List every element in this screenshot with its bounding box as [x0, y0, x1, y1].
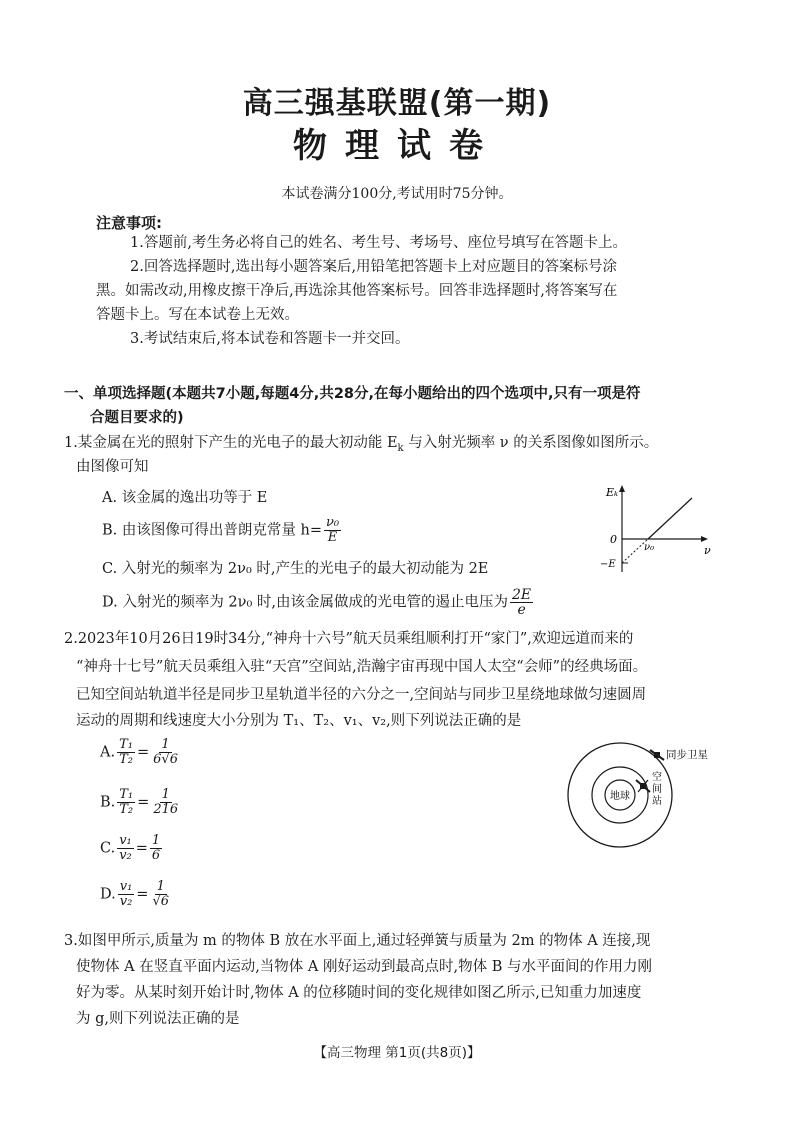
q2-option-a: A. $\frac{\text{T₁}}{\text{T₂}}$ = $\frac{1}{6√6}$ — [100, 737, 178, 767]
origin-label: 0 — [610, 533, 617, 546]
notice-line-2: 2.回答选择题时,选出每小题答案后,用铅笔把答题卡上对应题目的答案标号涂 — [130, 259, 618, 275]
section-heading — [64, 382, 641, 430]
q3-stem-line1: 3.如图甲所示,质量为 m 的物体 B 放在水平面上,通过轻弹簧与质量为 2m 的物体 A 连接,现 — [64, 933, 651, 949]
q1-option-d: D. 入射光的频率为 2ν₀ 时,由该金属做成的光电管的遏止电压为 $\frac{2E}{e}$ — [102, 587, 532, 618]
q1-stem-line1: 1.某金属在光的照射下产生的光电子的最大初动能 $E_k$ 与入射光频率 ν 的关系图像如图所示。 — [64, 435, 659, 454]
q2-orbit-figure — [556, 740, 726, 860]
x-axis-label: ν — [704, 544, 711, 557]
section-heading-line2: 合题目要求的) — [90, 410, 184, 426]
space-station-label: 空间站 — [652, 772, 662, 807]
q1-ek-frequency-graph — [600, 482, 718, 578]
q2-option-b: B. $\frac{\text{T₁}}{\text{T₂}}$ = $\frac{1}{216}$ — [100, 787, 179, 817]
q2-stem-line4: 运动的周期和线速度大小分别为 T₁、T₂、v₁、v₂,则下列说法正确的是 — [76, 713, 522, 729]
q3-stem-line3: 好为零。从某时刻开始计时,物体 A 的位移随时间的变化规律如图乙所示,已知重力加速度 — [76, 985, 642, 1001]
q2-option-d: D. $\frac{\text{v₁}}{\text{v₂}}$ = $\frac{1}{√6}$ — [100, 879, 169, 909]
q1-stem-line2: 由图像可知 — [76, 459, 149, 475]
ek-line — [648, 498, 692, 539]
exam-info: 本试卷满分100分,考试用时75分钟。 — [281, 186, 513, 202]
q2-stem-line3: 已知空间站轨道半径是同步卫星轨道半径的六分之一,空间站与同步卫星绕地球做匀速圆周 — [76, 687, 647, 703]
x-tick-label: ν₀ — [644, 542, 655, 553]
space-station-icon — [636, 780, 650, 792]
section-heading-line1: 一、单项选择题(本题共7小题,每题4分,共28分,在每小题给出的四个选项中,只有一项是符 — [64, 386, 641, 402]
q1-option-b: B. 由该图像可得出普朗克常量 h= $\frac{\text{ν₀}}{E}$ — [102, 515, 340, 545]
page-footer: 【高三物理 第1页(共8页)】 — [313, 1045, 481, 1061]
x-axis-arrow-icon — [701, 536, 708, 542]
q1-option-a: A. 该金属的逸出功等于 E — [102, 490, 268, 506]
notice-line-5: 3.考试结束后,将本试卷和答题卡一并交回。 — [130, 331, 410, 347]
notice-line-1: 1.答题前,考生务必将自己的姓名、考生号、考场号、座位号填写在答题卡上。 — [130, 235, 627, 251]
notice-line-3: 黑。如需改动,用橡皮擦干净后,再选涂其他答案标号。回答非选择题时,将答案写在 — [96, 283, 618, 299]
notice-line-4: 答题卡上。写在本试卷上无效。 — [96, 307, 299, 323]
y-axis-label: Eₖ — [606, 486, 619, 499]
q2-option-c: C. $\frac{\text{v₁}}{\text{v₂}}$ = $\frac{1}{6}$ — [100, 833, 161, 863]
title-line2: 物理试卷 — [293, 126, 501, 166]
y-axis-arrow-icon — [619, 485, 625, 492]
q3-stem-line4: 为 g,则下列说法正确的是 — [76, 1011, 240, 1027]
sync-satellite-label: 同步卫星 — [666, 749, 708, 761]
title-line1: 高三强基联盟(第一期) — [242, 86, 552, 121]
q3-stem-line2: 使物体 A 在竖直平面内运动,当物体 A 刚好运动到最高点时,物体 B 与水平面间的作用力刚 — [76, 959, 652, 975]
q2-stem-line2: “神舟十七号”航天员乘组入驻“天宫”空间站,浩瀚宇宙再现中国人太空“会师”的经典场面。 — [76, 659, 648, 675]
q1-option-c: C. 入射光的频率为 2ν₀ 时,产生的光电子的最大初动能为 2E — [102, 561, 489, 577]
y-tick-label: −E — [600, 559, 616, 570]
notice-heading: 注意事项: — [96, 214, 162, 232]
q2-stem-line1: 2.2023年10月26日19时34分,“神舟十六号”航天员乘组顺利打开“家门”,欢迎远道而来的 — [64, 631, 634, 647]
earth-label: 地球 — [610, 791, 630, 802]
